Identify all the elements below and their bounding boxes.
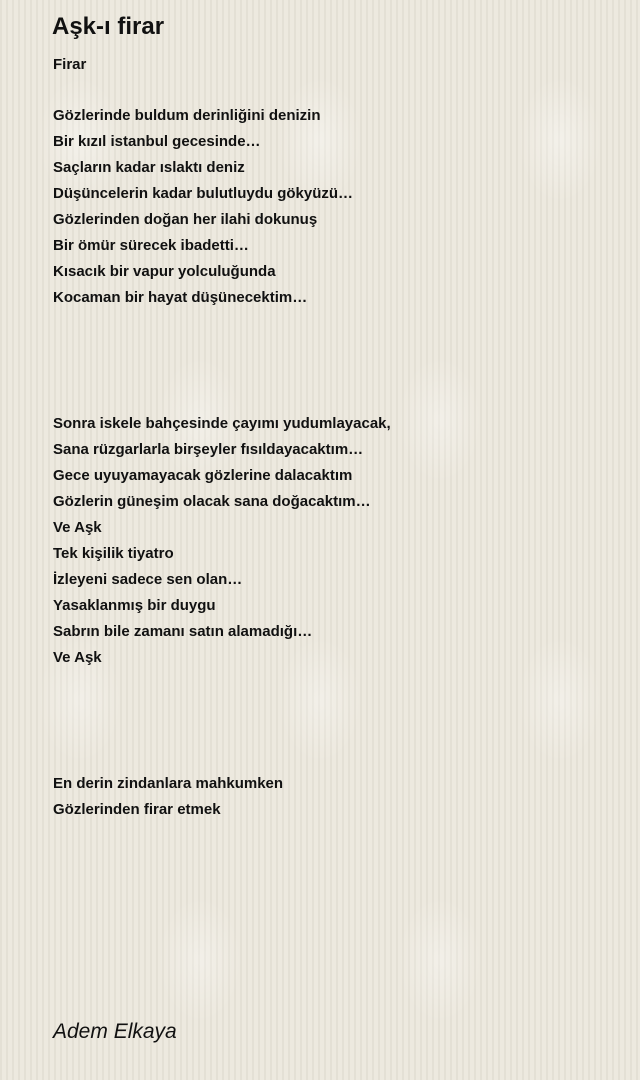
poem-line: Ve Aşk <box>53 649 102 666</box>
poem-line: En derin zindanlara mahkumken <box>53 775 284 792</box>
poem-line: Kocaman bir hayat düşünecektim… <box>53 289 308 306</box>
poem-line: Sonra iskele bahçesinde çayımı yudumlayacak, <box>53 415 391 432</box>
poem-line: Gece uyuyamayacak gözlerine dalacaktım <box>53 467 353 484</box>
stanza-3 <box>53 771 283 823</box>
poem-line: Gözlerinden firar etmek <box>53 801 221 818</box>
poem-line: Kısacık bir vapur yolculuğunda <box>53 263 276 280</box>
poem-line: Yasaklanmış bir duygu <box>53 597 216 614</box>
poem-line: Bir kızıl istanbul gecesinde… <box>53 133 261 150</box>
poem-line: Düşüncelerin kadar bulutluydu gökyüzü… <box>53 185 354 202</box>
poem-line: Gözlerinden doğan her ilahi dokunuş <box>53 211 318 228</box>
poem-line: Ve Aşk <box>53 519 102 536</box>
stanza-1 <box>53 103 353 311</box>
stanza-2 <box>53 411 391 671</box>
author-name: Adem Elkaya <box>53 1020 177 1043</box>
poem-subtitle: Firar <box>53 56 87 73</box>
poem-title: Aşk-ı firar <box>52 13 165 40</box>
poem-line: Sana rüzgarlarla birşeyler fısıldayacaktım… <box>53 441 364 458</box>
poem-line: Bir ömür sürecek ibadetti… <box>53 237 249 254</box>
poem-line: Gözlerin güneşim olacak sana doğacaktım… <box>53 493 371 510</box>
poem-line: Gözlerinde buldum derinliğini denizin <box>53 107 321 124</box>
poem-line: Saçların kadar ıslaktı deniz <box>53 159 245 176</box>
poem-line: Tek kişilik tiyatro <box>53 545 174 562</box>
poem-line: Sabrın bile zamanı satın alamadığı… <box>53 623 313 640</box>
poem-line: İzleyeni sadece sen olan… <box>53 571 243 588</box>
